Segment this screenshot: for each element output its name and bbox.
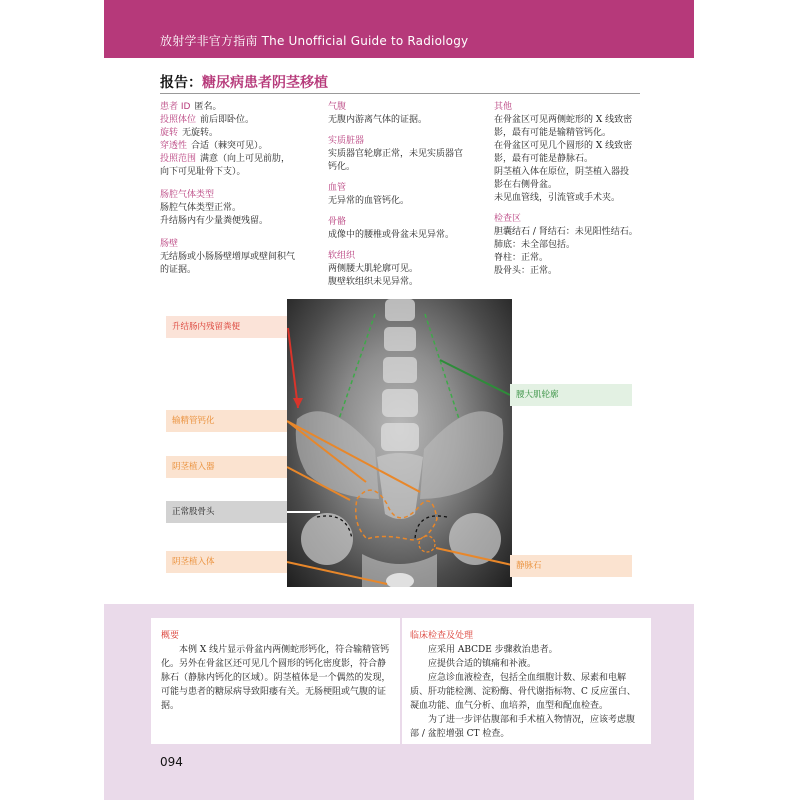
arrow-ascending-colon bbox=[288, 328, 298, 408]
banner-title: 放射学非官方指南 The Unofficial Guide to Radiology bbox=[160, 34, 469, 48]
gas-line: 升结肠内有少量粪便残留。 bbox=[160, 216, 269, 226]
organs-line: 实质器官轮廓正常，未见实质器官 bbox=[328, 149, 464, 159]
clinical-paragraph: 应提供合适的镇痛和补液。 bbox=[428, 659, 537, 669]
label-vas-deferens: 输精管钙化 bbox=[166, 410, 287, 432]
label-implant: 阴茎植入体 bbox=[166, 551, 287, 573]
summary-paragraph: 本例 X 线片显示骨盆内两侧蛇形钙化，符合输精管钙化。另外在骨盆区还可见几个圆形的钙化密度影，符合静脉石（静脉内钙化的区域）。阴茎植体是一个偶然的发现，可能与患者的糖尿病导致阳痿有关。无肠梗阻或气腹的证据。 bbox=[161, 645, 391, 711]
other-line: 阴茎植入体在原位，阴茎植入器投 bbox=[494, 167, 630, 177]
vessels-line: 无异常的血管钙化。 bbox=[328, 196, 410, 206]
other-line: 影，最有可能是静脉石。 bbox=[494, 154, 594, 164]
other-heading: 其他 bbox=[494, 102, 513, 112]
field-value: 满意（向上可见前肋， bbox=[200, 154, 291, 164]
check-line: 胆囊结石 / 肾结石：未见阳性结石。 bbox=[494, 227, 638, 237]
arrow-pump bbox=[287, 467, 350, 500]
other-line: 在骨盆区可见两侧蛇形的 X 线致密 bbox=[494, 115, 633, 125]
vessels-heading: 血管 bbox=[328, 183, 347, 193]
check-line: 肺底：未全部包括。 bbox=[494, 240, 576, 250]
arrow-psoas bbox=[440, 360, 510, 395]
field-range-cont: 向下可见耻骨下支）。 bbox=[160, 167, 246, 177]
clinical-heading: 临床检查及处理 bbox=[410, 631, 474, 641]
other-line: 未见血管线，引流管或手术夹。 bbox=[494, 193, 621, 203]
report-title-prefix: 报告： bbox=[160, 75, 202, 91]
wall-heading: 肠壁 bbox=[160, 239, 179, 249]
check-line: 脊柱：正常。 bbox=[494, 253, 549, 263]
label-phlebolith: 静脉石 bbox=[510, 555, 632, 577]
arrow-vas-deferens-2 bbox=[287, 421, 420, 492]
check-line: 股骨头：正常。 bbox=[494, 266, 558, 276]
label-ascending-colon: 升结肠内残留粪便 bbox=[166, 316, 287, 338]
field-key: 穿透性 bbox=[160, 141, 188, 151]
label-pump: 阴茎植入器 bbox=[166, 456, 287, 478]
other-line: 影，最有可能是输精管钙化。 bbox=[494, 128, 612, 138]
soft-tissue-line: 腹壁软组织未见异常。 bbox=[328, 277, 419, 287]
bones-heading: 骨骼 bbox=[328, 217, 347, 227]
clinical-paragraph: 应急诊血液检查，包括全血细胞计数、尿素和电解质、肝功能检测、淀粉酶、骨代谢指标物、C 反应蛋白、凝血功能、血气分析、血培养，血型和配血检查。 bbox=[410, 673, 636, 711]
arrow-implant bbox=[287, 562, 387, 584]
other-line: 在骨盆区可见几个圆形的 X 线致密 bbox=[494, 141, 633, 151]
gas-line: 肠腔气体类型正常。 bbox=[160, 203, 242, 213]
check-heading: 检查区 bbox=[494, 214, 522, 224]
field-value: 合适（棘突可见）。 bbox=[191, 141, 268, 151]
clinical-paragraph: 应采用 ABCDE 步骤救治患者。 bbox=[428, 645, 558, 655]
pneumo-heading: 气腹 bbox=[328, 102, 347, 112]
summary-heading: 概要 bbox=[161, 631, 180, 641]
field-value: 无旋转。 bbox=[182, 128, 219, 138]
clinical-paragraph: 为了进一步评估腹部和手术植入物情况，应该考虑腹部 / 盆腔增强 CT 检查。 bbox=[410, 715, 636, 739]
organs-heading: 实质脏器 bbox=[328, 136, 365, 146]
field-key: 患者 ID bbox=[160, 102, 191, 112]
field-key: 投照体位 bbox=[160, 115, 197, 125]
pneumo-line: 无腹内游离气体的证据。 bbox=[328, 115, 428, 125]
wall-line: 的证据。 bbox=[160, 265, 197, 275]
wall-line: 无结肠或小肠肠壁增厚或壁间积气 bbox=[160, 252, 296, 262]
bones-line: 成像中的腰椎或骨盆未见异常。 bbox=[328, 230, 455, 240]
field-key: 旋转 bbox=[160, 128, 179, 138]
clinical-panel bbox=[402, 618, 651, 744]
organs-line: 钙化。 bbox=[328, 162, 356, 172]
arrow-phlebolith bbox=[436, 548, 512, 565]
summary-panel bbox=[151, 618, 400, 744]
field-key: 投照范围 bbox=[160, 154, 197, 164]
soft-tissue-line: 两侧腰大肌轮廓可见。 bbox=[328, 264, 419, 274]
other-line: 影在右侧骨盆。 bbox=[494, 180, 558, 190]
field-value: 匿名。 bbox=[194, 102, 222, 112]
page-number: 094 bbox=[160, 755, 183, 769]
label-femoral-head: 正常股骨头 bbox=[166, 501, 287, 523]
soft-tissue-heading: 软组织 bbox=[328, 251, 356, 261]
label-psoas: 腰大肌轮廓 bbox=[510, 384, 632, 406]
report-title-main: 糖尿病患者阴茎移植 bbox=[202, 75, 328, 91]
field-value: 前后即卧位。 bbox=[200, 115, 255, 125]
gas-heading: 肠腔气体类型 bbox=[160, 190, 215, 200]
